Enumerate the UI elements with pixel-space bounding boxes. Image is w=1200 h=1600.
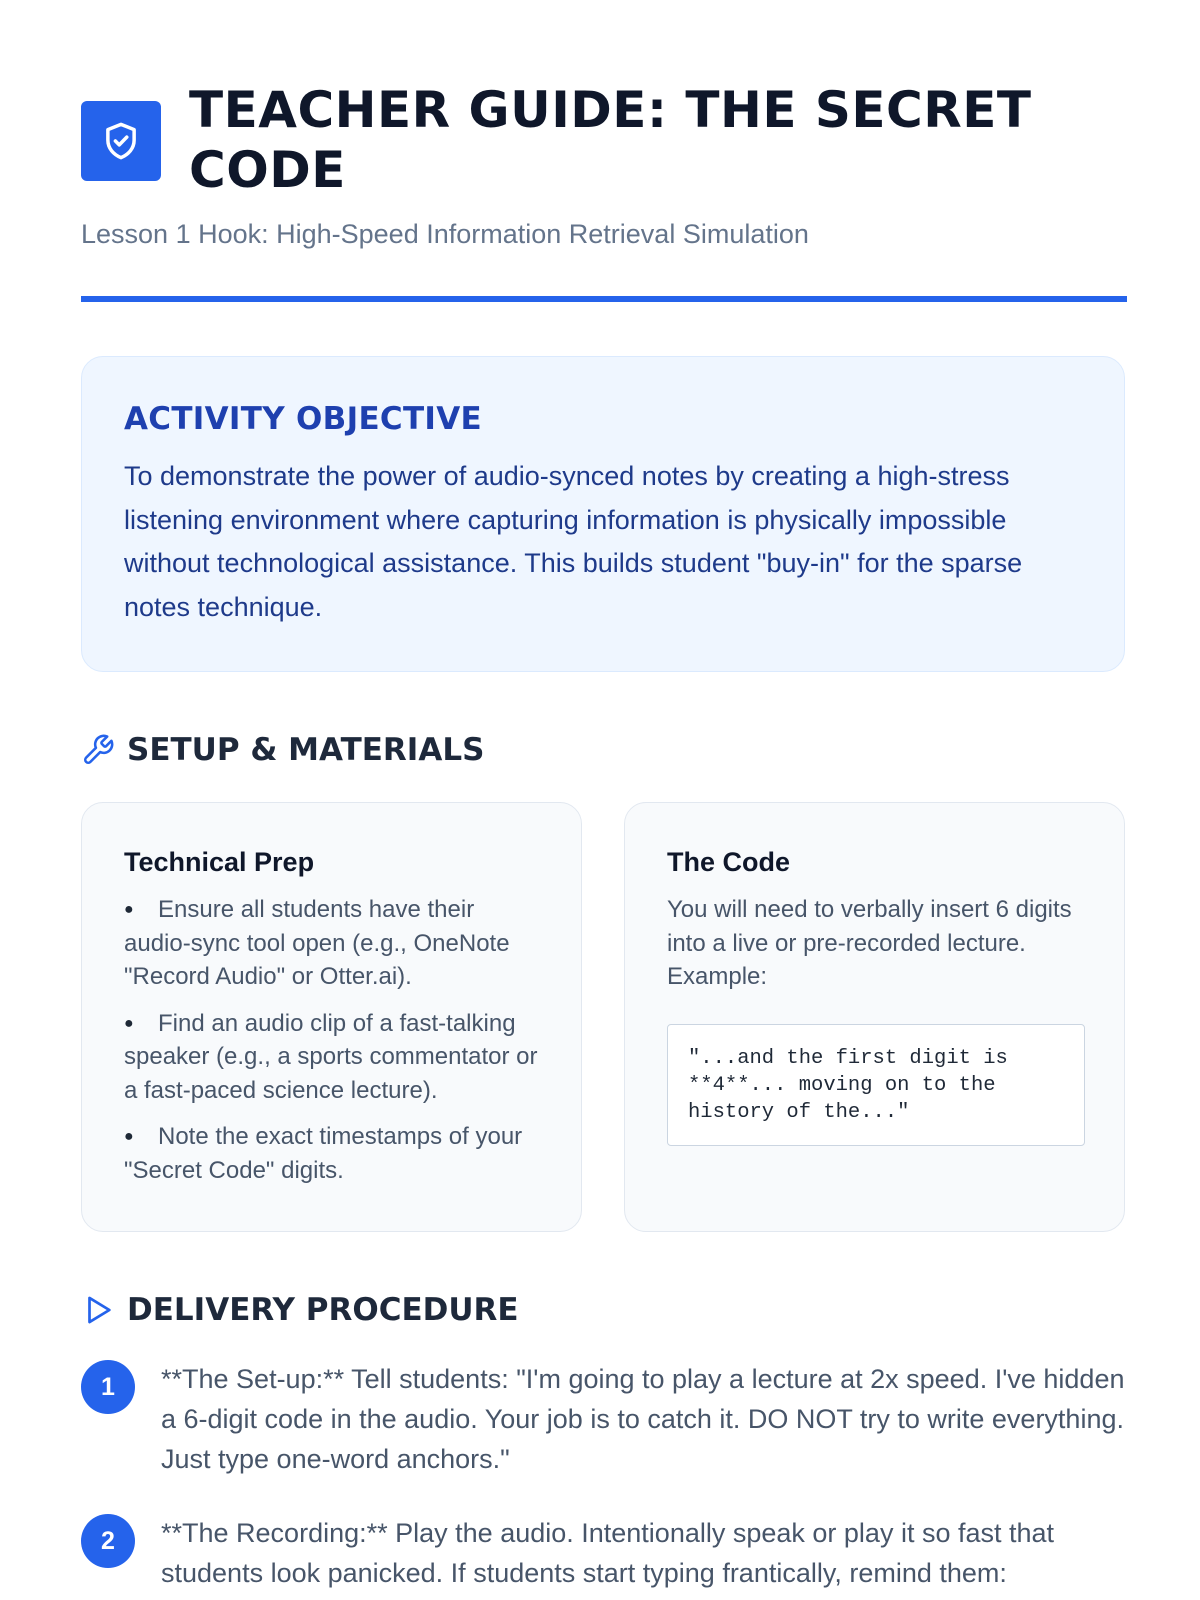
step-text: **The Set-up:** Tell students: "I'm going to play a lecture at 2x speed. I've hidden a 6-digit code in the audio. Your job is to catch it. DO NOT try to write everything. Just type one-word anchors." <box>161 1364 1125 1474</box>
objective-heading: ACTIVITY OBJECTIVE <box>124 401 483 437</box>
delivery-section-heading <box>81 1290 1127 1330</box>
technical-prep-title: Technical Prep <box>124 847 315 877</box>
activity-objective-panel <box>81 356 1125 672</box>
header-divider <box>81 296 1127 302</box>
the-code-card <box>624 802 1125 1232</box>
step-number-badge: 2 <box>81 1514 135 1568</box>
technical-prep-card <box>81 802 582 1232</box>
play-icon <box>81 1293 115 1327</box>
delivery-heading-text: DELIVERY PROCEDURE <box>127 1292 519 1328</box>
code-example-box: "...and the first digit is **4**... moving on to the history of the..." <box>667 1024 1085 1146</box>
wrench-icon <box>81 733 115 767</box>
step-number-badge: 1 <box>81 1360 135 1414</box>
list-item: ● Find an audio clip of a fast-talking speaker (e.g., a sports commentator or a fast-paced science lecture). <box>124 1009 538 1104</box>
objective-body: To demonstrate the power of audio-synced notes by creating a high-stress listening environment where capturing information is physically impossible without technological assistance. This builds student "buy-in" for the sparse notes technique. <box>124 461 1023 622</box>
step-text: **The Recording:** Play the audio. Intentionally speak or play it so fast that students look panicked. If students start typing frantically, remind them: <box>161 1518 1055 1588</box>
the-code-title: The Code <box>667 847 791 877</box>
page-title: TEACHER GUIDE: THE SECRET CODE <box>189 81 1032 199</box>
setup-section-heading <box>81 730 1127 770</box>
list-item: ● Ensure all students have their audio-sync tool open (e.g., OneNote "Record Audio" or Otter.ai). <box>124 896 510 990</box>
technical-prep-list <box>124 893 541 1187</box>
setup-heading-text: SETUP & MATERIALS <box>127 732 485 768</box>
the-code-body: You will need to verbally insert 6 digits into a live or pre-recorded lecture. Example: <box>667 896 1072 990</box>
list-item: ● Note the exact timestamps of your "Secret Code" digits. <box>124 1123 523 1184</box>
page-subtitle: Lesson 1 Hook: High-Speed Information Retrieval Simulation <box>81 219 809 249</box>
shield-check-icon <box>81 101 161 181</box>
